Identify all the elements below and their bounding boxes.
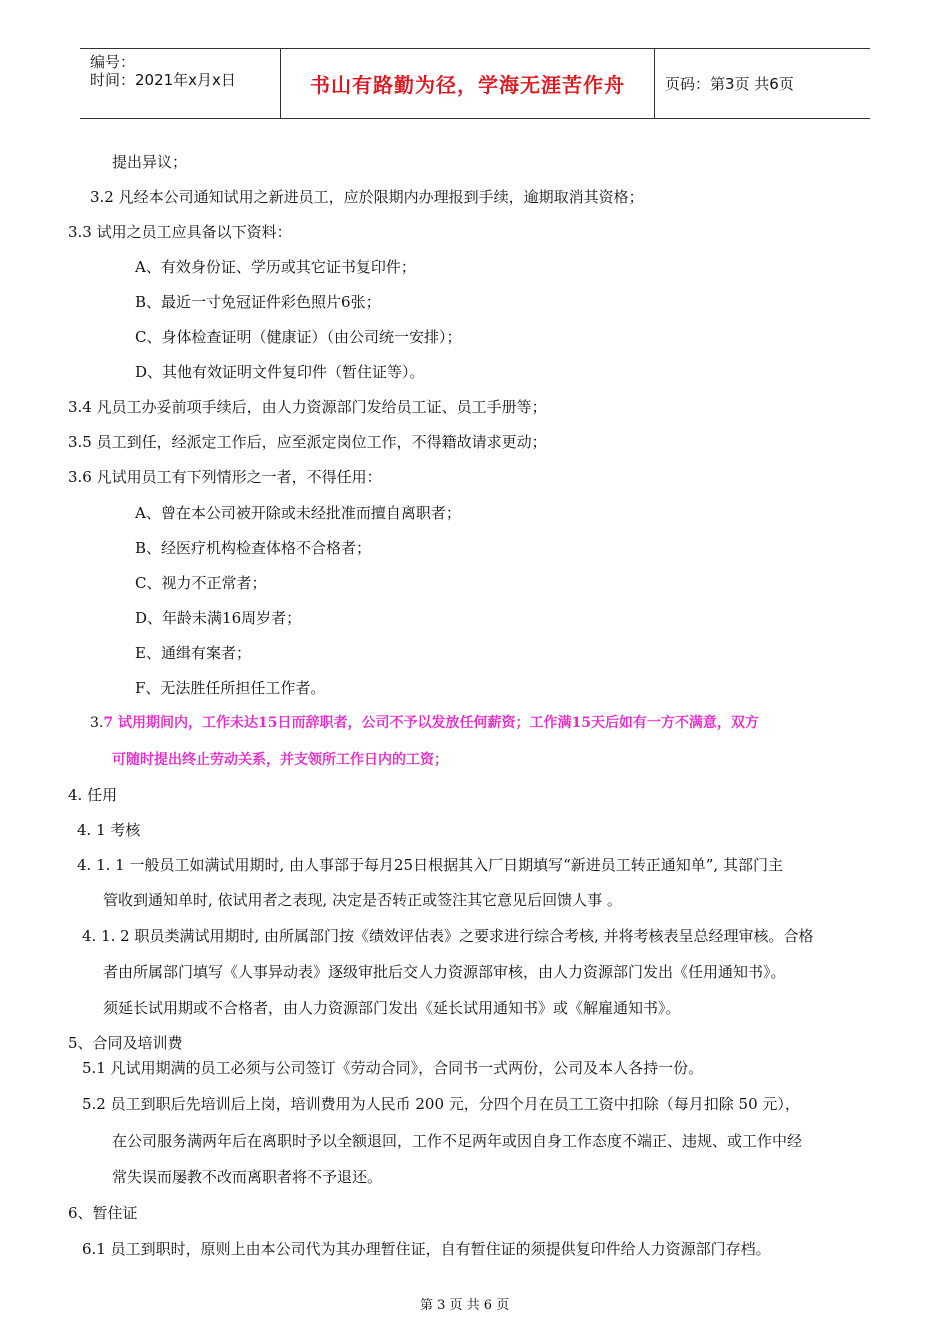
text-line: 3.3 试用之员工应具备以下资料： (68, 223, 292, 241)
header-page-label: 页码：第3页 共6页 (665, 75, 794, 93)
text-line: 3.4 凡员工办妥前项手续后，由人力资源部门发给员工证、员工手册等； (68, 398, 547, 416)
doc-number-label: 编号： (90, 53, 136, 71)
highlight-line (90, 713, 759, 733)
highlight-text: 7 试用期间内，工作未达15日而辞职者，公司不予以发放任何薪资；工作满15天后如有一方不满意，双方 (103, 715, 759, 731)
text-line: 管收到通知单时, 依试用者之表现, 决定是否转正或签注其它意见后回馈人事 。 (103, 891, 622, 909)
text-line: B、经医疗机构检查体格不合格者； (135, 539, 372, 557)
section-heading: 4. 任用 (68, 786, 118, 804)
text-line: B、最近一寸免冠证件彩色照片6张； (135, 293, 381, 311)
text-line: 5.2 员工到职后先培训后上岗，培训费用为人民币 200 元，分四个月在员工工资中扣除（每月扣除 50 元）， (82, 1095, 800, 1113)
text-line: 4. 1. 1 一般员工如满试用期时, 由人事部于每月25日根据其入厂日期填写“新进员工转正通知单”, 其部门主 (77, 856, 783, 874)
text-line: 6.1 员工到职时，原则上由本公司代为其办理暂住证，自有暂住证的须提供复印件给人力资源部门存档。 (82, 1240, 771, 1258)
text-line: 3.5 员工到任，经派定工作后，应至派定岗位工作，不得籍故请求更动； (68, 433, 547, 451)
text-line: F、无法胜任所担任工作者。 (135, 679, 326, 697)
text-line: 4. 1. 2 职员类满试用期时, 由所属部门按《绩效评估表》之要求进行综合考核, 并将考核表呈总经理审核。合格 (82, 927, 814, 945)
text-line: E、通缉有案者； (135, 644, 251, 662)
text-line: A、有效身份证、学历或其它证书复印件； (135, 258, 416, 276)
doc-time-label: 时间：2021年x月x日 (90, 71, 236, 89)
header-meta (80, 49, 281, 118)
text-line: 须延长试用期或不合格者，由人力资源部门发出《延长试用通知书》或《解雇通知书》。 (103, 999, 681, 1017)
page-footer: 第 3 页 共 6 页 (420, 1298, 510, 1313)
text-line: D、年龄未满16周岁者； (135, 609, 302, 627)
text-line: C、身体检查证明（健康证）（由公司统一安排）； (135, 328, 462, 346)
text-line: 在公司服务满两年后在离职时予以全额退回，工作不足两年或因自身工作态度不端正、违规、或工作中经 (112, 1132, 803, 1150)
section-heading: 5、合同及培训费 (68, 1034, 183, 1052)
header-slogan: 书山有路勤为径，学海无涯苦作舟 (281, 49, 655, 118)
text-fragment: 3. (90, 715, 104, 731)
text-line: 3.6 凡试用员工有下列情形之一者，不得任用： (68, 468, 382, 486)
section-heading: 6、暂住证 (68, 1204, 138, 1222)
text-line: C、视力不正常者； (135, 574, 267, 592)
text-line: A、曾在本公司被开除或未经批准而擅自离职者； (135, 504, 461, 522)
subsection-heading: 4. 1 考核 (77, 821, 141, 839)
document-header (80, 48, 870, 119)
highlight-line: 可随时提出终止劳动关系，并支领所工作日内的工资； (112, 752, 448, 768)
text-line: D、其他有效证明文件复印件（暂住证等）。 (135, 363, 425, 381)
text-line: 者由所属部门填写《人事异动表》逐级审批后交人力资源部审核，由人力资源部门发出《任用通知书》。 (103, 963, 786, 981)
text-line: 5.1 凡试用期满的员工必须与公司签订《劳动合同》，合同书一式两份，公司及本人各持一份。 (82, 1059, 704, 1077)
text-line: 提出异议； (112, 153, 188, 171)
text-line: 常失误而屡教不改而离职者将不予退还。 (112, 1168, 383, 1186)
text-line: 3.2 凡经本公司通知试用之新进员工，应於限期内办理报到手续，逾期取消其资格； (90, 188, 644, 206)
